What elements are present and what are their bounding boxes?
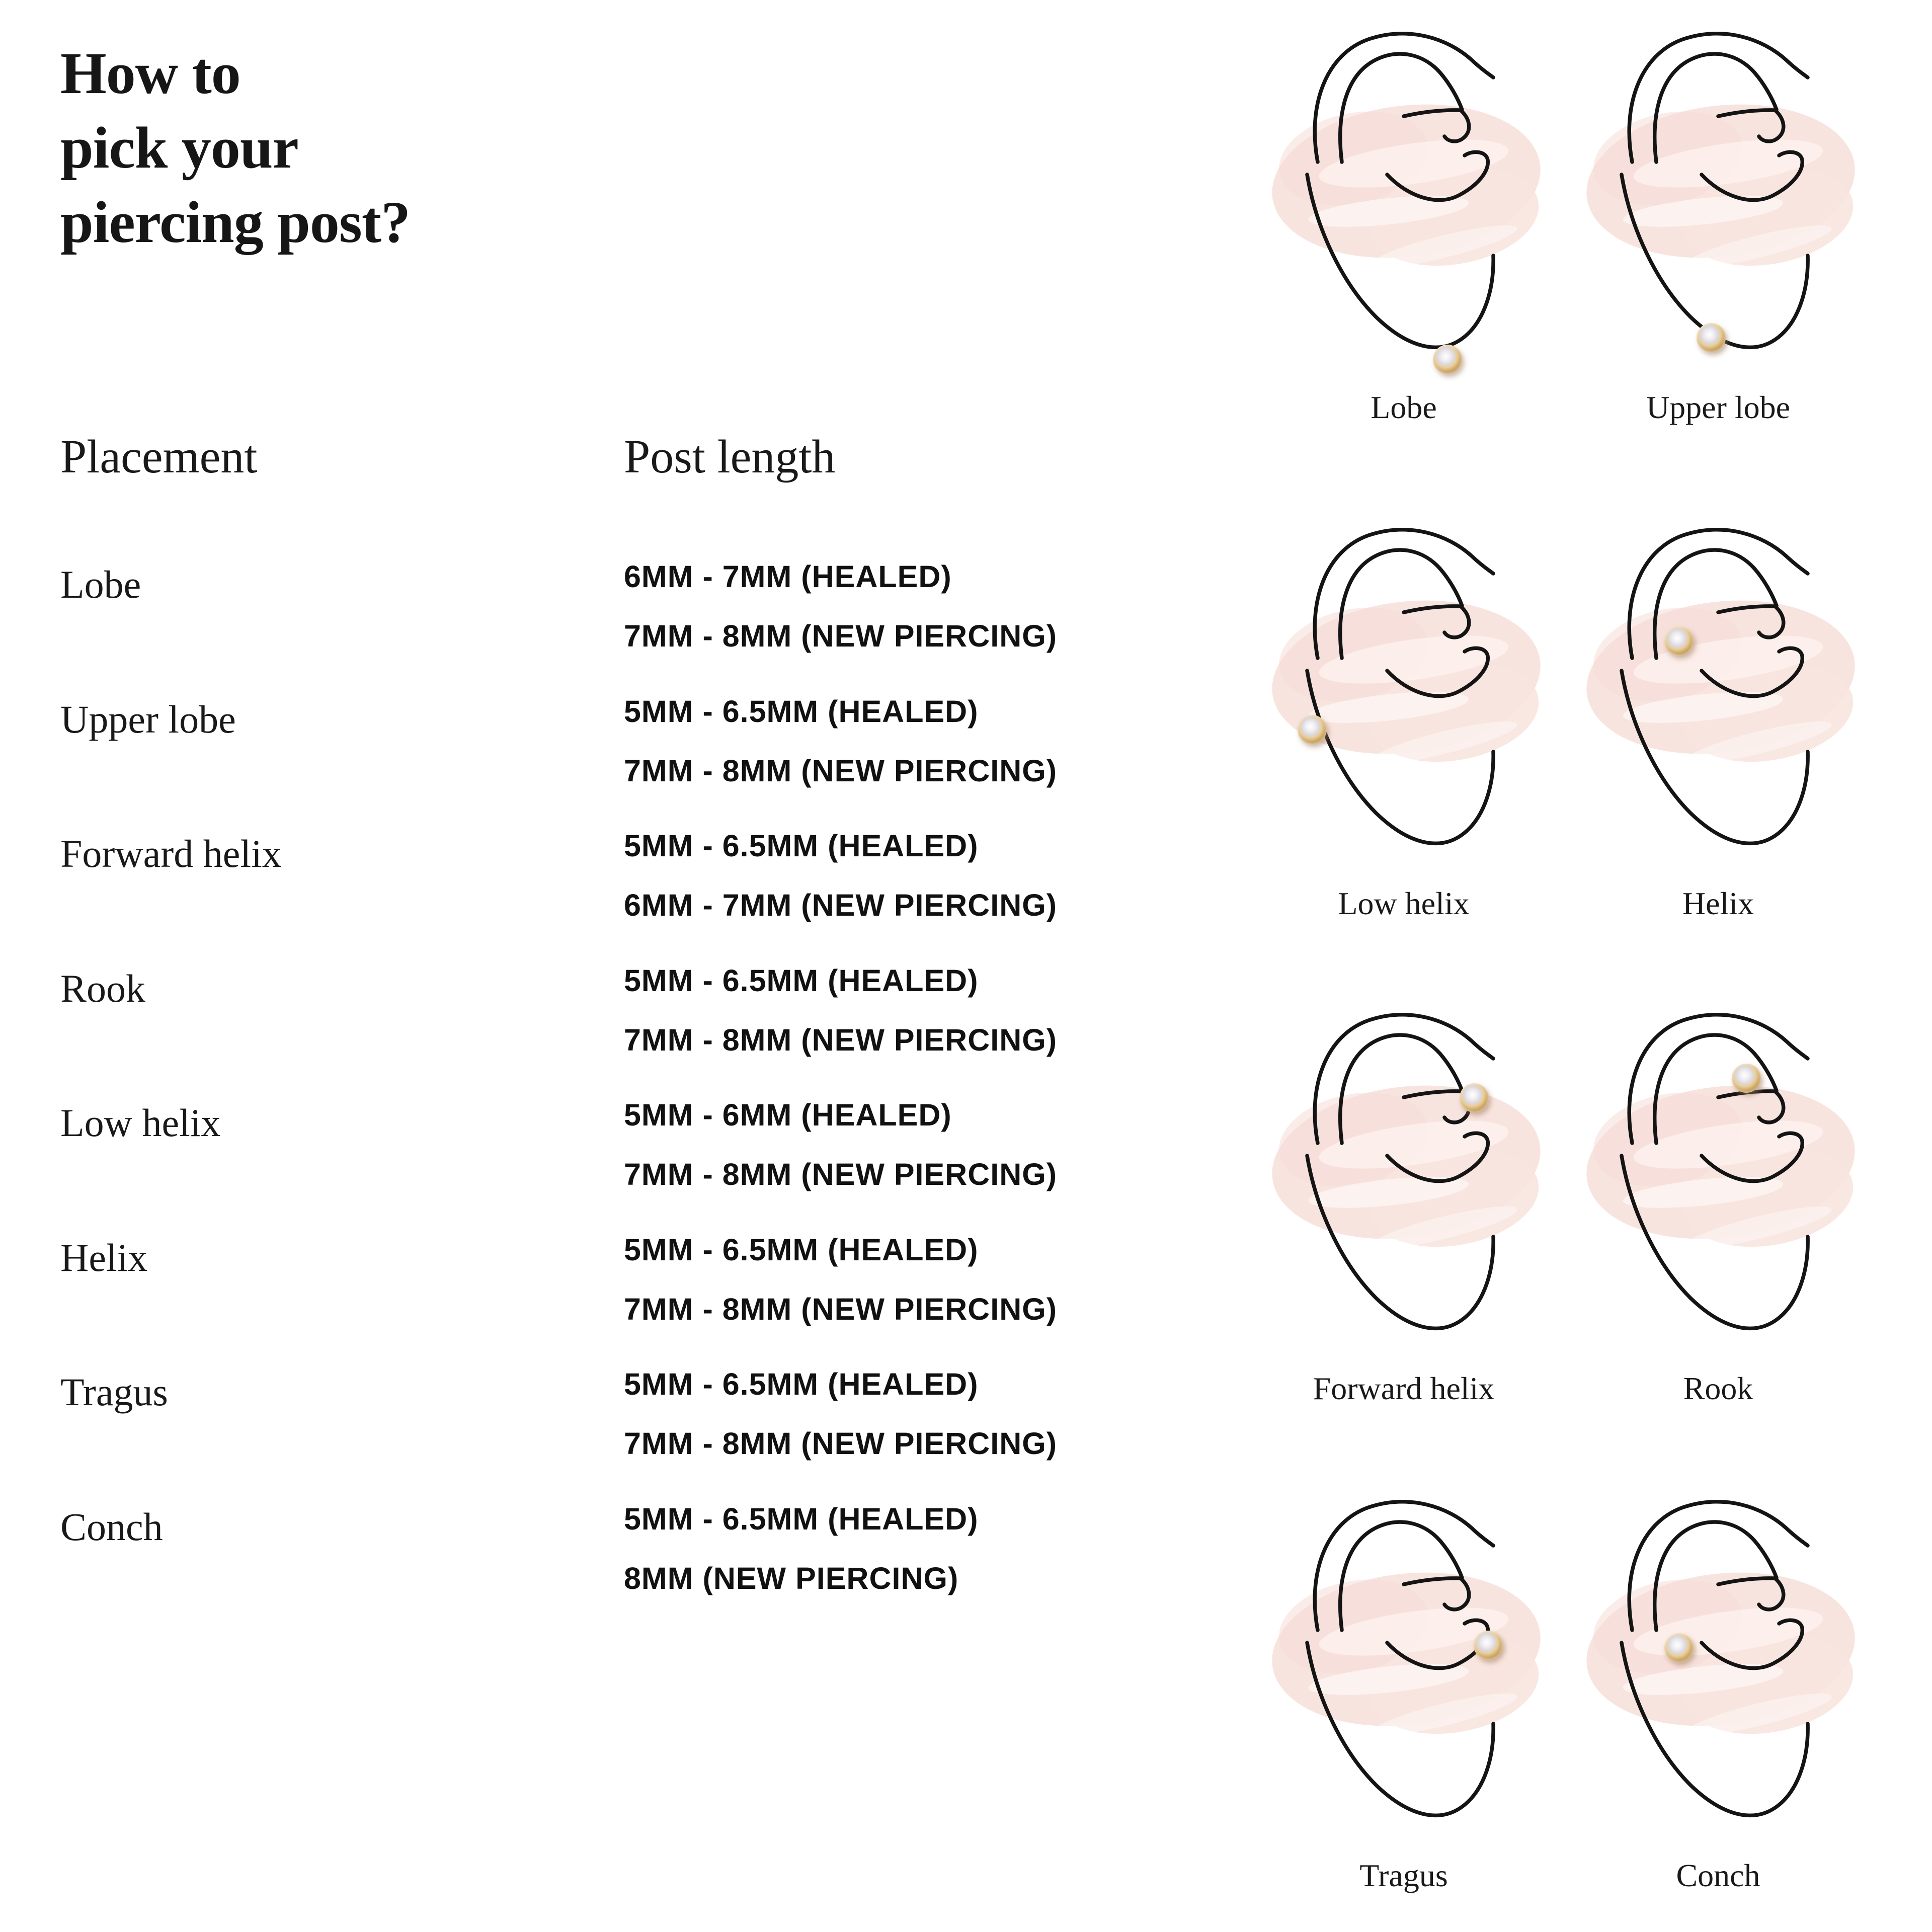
earring-stud-icon bbox=[1298, 715, 1327, 744]
ear-label: Low helix bbox=[1338, 886, 1470, 921]
post-length-healed: 5MM - 6.5MM (HEALED) bbox=[624, 963, 979, 998]
earring-stud-icon bbox=[1664, 626, 1694, 656]
earring-stud-icon bbox=[1732, 1064, 1761, 1093]
placement-label: Low helix bbox=[60, 1101, 221, 1145]
ear-label: Helix bbox=[1682, 886, 1754, 921]
post-length-new: 7MM - 8MM (NEW PIERCING) bbox=[624, 1292, 1058, 1326]
post-length-column-header: Post length bbox=[624, 431, 836, 483]
ear-cell-low-helix bbox=[1263, 526, 1545, 959]
post-length-healed: 5MM - 6.5MM (HEALED) bbox=[624, 829, 979, 863]
post-length-new: 6MM - 7MM (NEW PIERCING) bbox=[624, 888, 1058, 922]
page-title-line: How to bbox=[60, 40, 240, 106]
post-length-new: 7MM - 8MM (NEW PIERCING) bbox=[624, 1426, 1058, 1461]
placement-label: Forward helix bbox=[60, 832, 282, 875]
ear-diagram-svg bbox=[1263, 1011, 1545, 1363]
placement-label: Upper lobe bbox=[60, 697, 236, 741]
post-length-healed: 5MM - 6MM (HEALED) bbox=[624, 1098, 952, 1132]
ear-diagram-svg bbox=[1263, 526, 1545, 878]
ear-diagram-svg bbox=[1263, 1498, 1545, 1850]
page-title-line: pick your bbox=[60, 115, 298, 181]
ear-diagram-svg bbox=[1263, 30, 1545, 382]
ear-label: Conch bbox=[1676, 1858, 1760, 1893]
ear-cell-rook bbox=[1577, 1011, 1859, 1444]
page-title-line: piercing post? bbox=[60, 189, 411, 255]
post-length-new: 7MM - 8MM (NEW PIERCING) bbox=[624, 619, 1058, 653]
post-length-new: 8MM (NEW PIERCING) bbox=[624, 1561, 959, 1595]
placement-label: Helix bbox=[60, 1236, 148, 1279]
ear-diagram-svg bbox=[1577, 1498, 1859, 1850]
placement-column-header: Placement bbox=[60, 431, 258, 483]
ear-cell-conch bbox=[1577, 1498, 1859, 1931]
ear-label: Forward helix bbox=[1313, 1371, 1495, 1406]
earring-stud-icon bbox=[1474, 1631, 1503, 1660]
ear-label: Upper lobe bbox=[1646, 389, 1791, 425]
post-length-new: 7MM - 8MM (NEW PIERCING) bbox=[624, 754, 1058, 788]
post-length-new: 7MM - 8MM (NEW PIERCING) bbox=[624, 1023, 1058, 1057]
post-length-healed: 6MM - 7MM (HEALED) bbox=[624, 559, 952, 594]
ear-cell-helix bbox=[1577, 526, 1859, 959]
placement-label: Tragus bbox=[60, 1370, 168, 1414]
ear-label: Lobe bbox=[1371, 389, 1437, 425]
placement-label: Conch bbox=[60, 1505, 163, 1549]
earring-stud-icon bbox=[1433, 345, 1462, 374]
ear-cell-tragus bbox=[1263, 1498, 1545, 1931]
placement-label: Lobe bbox=[60, 562, 141, 606]
ear-diagram-svg bbox=[1577, 526, 1859, 878]
earring-stud-icon bbox=[1460, 1083, 1489, 1112]
ear-cell-lobe bbox=[1263, 30, 1545, 463]
page-title bbox=[60, 36, 410, 260]
ear-label: Tragus bbox=[1359, 1858, 1448, 1893]
post-length-new: 7MM - 8MM (NEW PIERCING) bbox=[624, 1157, 1058, 1191]
ear-cell-forward-helix bbox=[1263, 1011, 1545, 1444]
earring-stud-icon bbox=[1697, 323, 1726, 352]
post-length-healed: 5MM - 6.5MM (HEALED) bbox=[624, 694, 979, 729]
ear-cell-upper-lobe bbox=[1577, 30, 1859, 463]
ear-diagram-svg bbox=[1577, 1011, 1859, 1363]
post-length-healed: 5MM - 6.5MM (HEALED) bbox=[624, 1502, 979, 1536]
placement-label: Rook bbox=[60, 967, 146, 1010]
ear-label: Rook bbox=[1683, 1371, 1753, 1406]
post-length-healed: 5MM - 6.5MM (HEALED) bbox=[624, 1233, 979, 1267]
earring-stud-icon bbox=[1664, 1633, 1694, 1662]
post-length-healed: 5MM - 6.5MM (HEALED) bbox=[624, 1367, 979, 1401]
